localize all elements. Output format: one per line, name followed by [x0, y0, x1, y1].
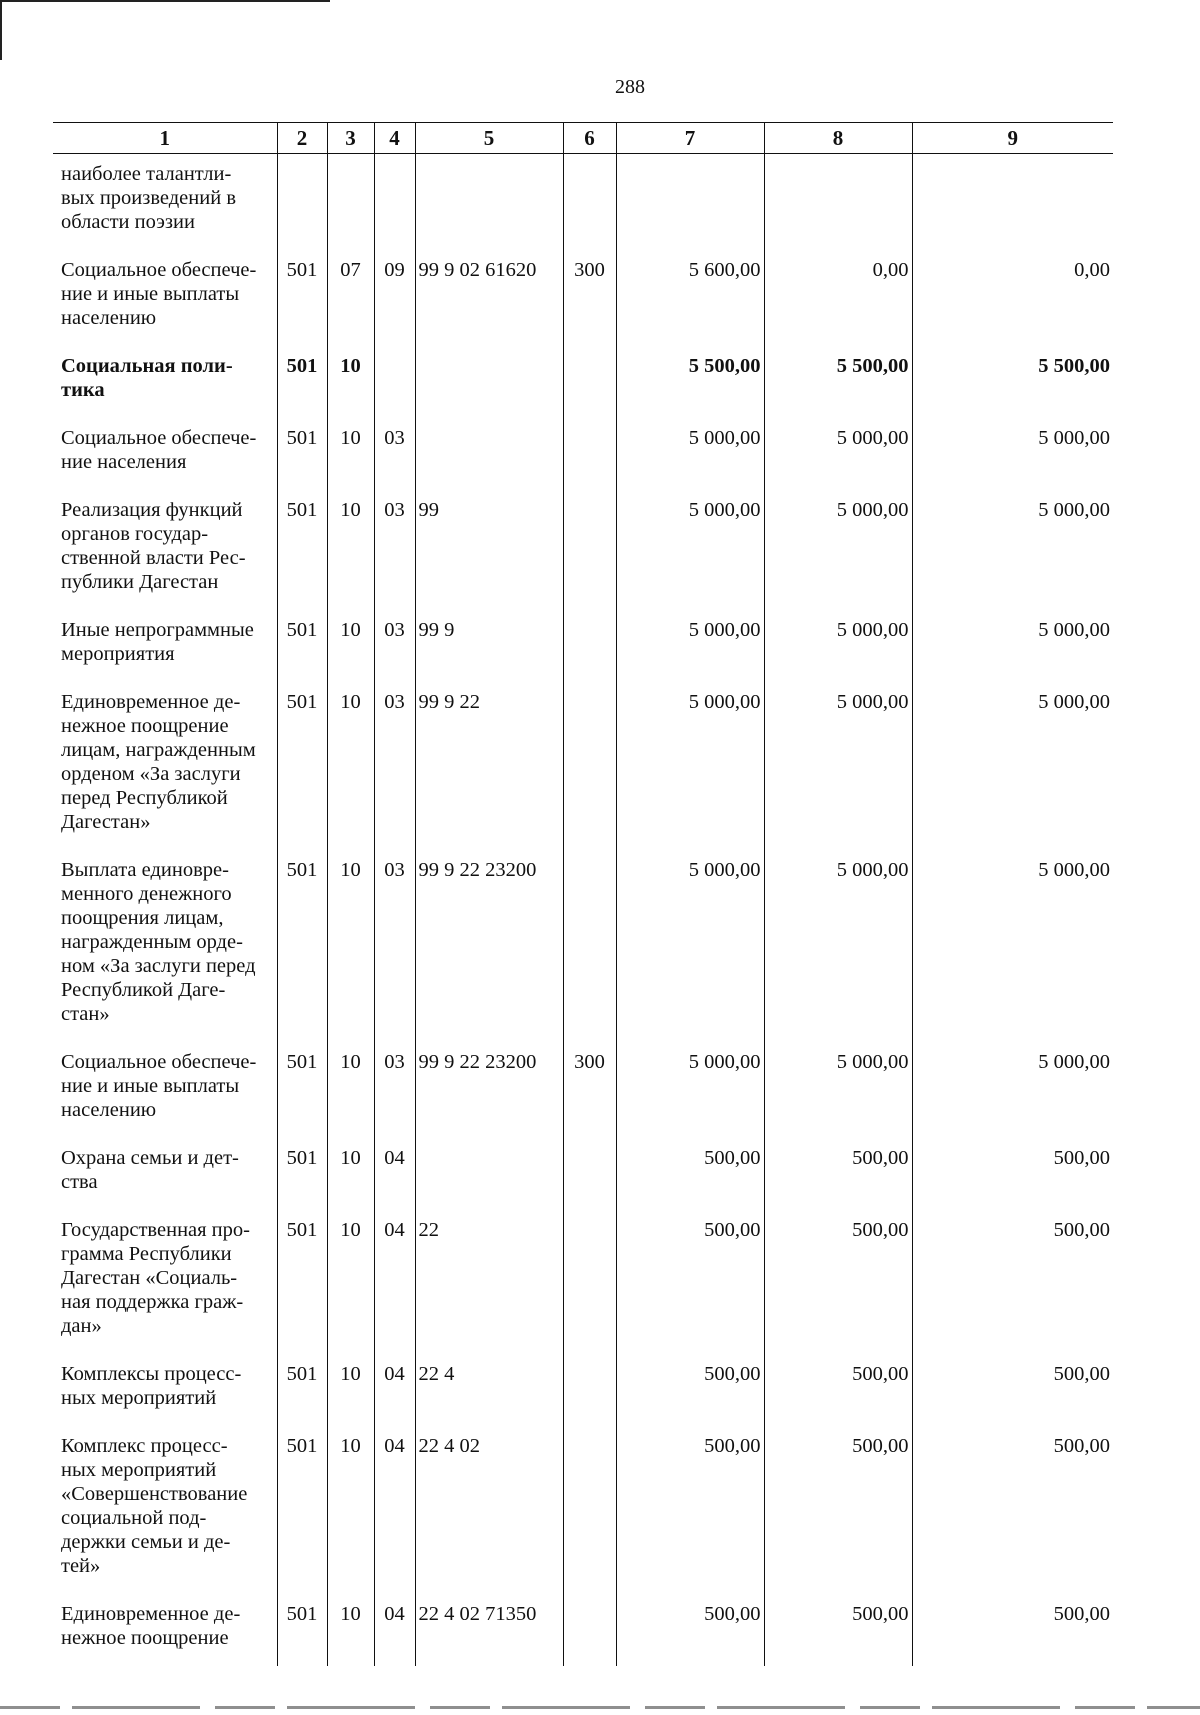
row-name-cell: Единовременное де- нежное поощрение лицам, награжденным орденом «За заслуги перед Республикой Дагестан»	[61, 691, 256, 833]
col2-cell: 501	[277, 346, 327, 418]
table-row	[53, 346, 1113, 418]
row-name-cell: Комплекс процесс- ных мероприятий «Совершенствование социальной под- держки семьи и де- тей»	[61, 1435, 248, 1577]
col9-cell: 0,00	[912, 250, 1113, 346]
table-row	[53, 490, 1113, 610]
column-header-5: 5	[415, 123, 563, 154]
col8-cell: 5 000,00	[764, 850, 912, 1042]
col8-cell: 5 000,00	[764, 682, 912, 850]
col6-cell	[563, 1354, 616, 1426]
col5-cell: 22 4	[415, 1354, 563, 1426]
col3-cell: 10	[327, 850, 374, 1042]
col4-cell: 03	[374, 490, 415, 610]
col6-cell	[563, 154, 616, 251]
col9-cell: 500,00	[912, 1426, 1113, 1594]
column-header-1: 1	[53, 123, 277, 154]
col9-cell: 5 000,00	[912, 418, 1113, 490]
col7-cell: 5 000,00	[616, 610, 764, 682]
row-name-cell: Иные непрограммные мероприятия	[61, 619, 254, 665]
col7-cell: 5 000,00	[616, 418, 764, 490]
col3-cell: 10	[327, 1594, 374, 1666]
col5-cell: 99 9 22	[415, 682, 563, 850]
col2-cell: 501	[277, 490, 327, 610]
col7-cell	[616, 154, 764, 251]
col2-cell: 501	[277, 1042, 327, 1138]
col3-cell: 10	[327, 1210, 374, 1354]
col2-cell: 501	[277, 1426, 327, 1594]
col9-cell: 5 000,00	[912, 682, 1113, 850]
col8-cell	[764, 154, 912, 251]
col4-cell	[374, 154, 415, 251]
row-name-cell: Единовременное де- нежное поощрение	[61, 1603, 241, 1649]
row-name-cell: Социальное обеспече- ние и иные выплаты населению	[61, 259, 257, 329]
table-row	[53, 1354, 1113, 1426]
col2-cell	[277, 154, 327, 251]
col4-cell: 04	[374, 1210, 415, 1354]
col4-cell: 09	[374, 250, 415, 346]
row-name-cell: Комплексы процесс- ных мероприятий	[61, 1363, 242, 1409]
col3-cell: 10	[327, 1354, 374, 1426]
table-row	[53, 1042, 1113, 1138]
col3-cell: 10	[327, 1138, 374, 1210]
col6-cell	[563, 610, 616, 682]
row-name-cell: Реализация функций органов государ- ственной власти Рес- публики Дагестан	[61, 499, 246, 593]
col9-cell: 5 000,00	[912, 1042, 1113, 1138]
col4-cell: 03	[374, 610, 415, 682]
table-row	[53, 682, 1113, 850]
row-name-cell: Социальное обеспече- ние и иные выплаты населению	[61, 1051, 257, 1121]
col7-cell: 500,00	[616, 1354, 764, 1426]
col5-cell: 99 9	[415, 610, 563, 682]
col6-cell	[563, 418, 616, 490]
col6-cell: 300	[563, 1042, 616, 1138]
col3-cell: 10	[327, 418, 374, 490]
col6-cell	[563, 490, 616, 610]
page-number: 288	[615, 76, 645, 98]
row-name-cell: Социальная поли- тика	[61, 355, 233, 401]
col7-cell: 5 000,00	[616, 682, 764, 850]
col5-cell: 22 4 02	[415, 1426, 563, 1594]
table-header-row	[53, 123, 1113, 154]
col4-cell	[374, 346, 415, 418]
col8-cell: 500,00	[764, 1594, 912, 1666]
table-row	[53, 1426, 1113, 1594]
table-row	[53, 1138, 1113, 1210]
col3-cell: 10	[327, 1042, 374, 1138]
col3-cell: 07	[327, 250, 374, 346]
row-name-cell: Государственная про- грамма Республики Дагестан «Социаль- ная поддержка граж- дан»	[61, 1219, 250, 1337]
col6-cell	[563, 682, 616, 850]
table-row	[53, 250, 1113, 346]
col9-cell: 500,00	[912, 1210, 1113, 1354]
column-header-7: 7	[616, 123, 764, 154]
col6-cell: 300	[563, 250, 616, 346]
scan-edge-left	[0, 0, 2, 60]
scan-edge-top	[0, 0, 330, 2]
col5-cell: 22	[415, 1210, 563, 1354]
column-header-8: 8	[764, 123, 912, 154]
row-name-cell: Социальное обеспече- ние населения	[61, 427, 257, 473]
col9-cell: 5 000,00	[912, 490, 1113, 610]
col6-cell	[563, 1426, 616, 1594]
col2-cell: 501	[277, 1594, 327, 1666]
col9-cell: 500,00	[912, 1354, 1113, 1426]
col5-cell	[415, 346, 563, 418]
col7-cell: 5 600,00	[616, 250, 764, 346]
col4-cell: 04	[374, 1354, 415, 1426]
col3-cell: 10	[327, 610, 374, 682]
table-row	[53, 1594, 1113, 1666]
col2-cell: 501	[277, 610, 327, 682]
col7-cell: 5 000,00	[616, 1042, 764, 1138]
col5-cell	[415, 154, 563, 251]
table-row	[53, 1210, 1113, 1354]
column-header-6: 6	[563, 123, 616, 154]
col4-cell: 04	[374, 1594, 415, 1666]
col7-cell: 500,00	[616, 1594, 764, 1666]
col4-cell: 04	[374, 1426, 415, 1594]
col3-cell	[327, 154, 374, 251]
col6-cell	[563, 1210, 616, 1354]
column-header-9: 9	[912, 123, 1113, 154]
col6-cell	[563, 850, 616, 1042]
row-name-cell: Выплата единовре- менного денежного поощрения лицам, награжденным орде- ном «За заслуги перед Республикой Даге- стан»	[61, 859, 256, 1025]
col2-cell: 501	[277, 850, 327, 1042]
col4-cell: 03	[374, 682, 415, 850]
col9-cell: 5 500,00	[912, 346, 1113, 418]
col2-cell: 501	[277, 250, 327, 346]
col4-cell: 03	[374, 418, 415, 490]
col8-cell: 500,00	[764, 1210, 912, 1354]
col7-cell: 500,00	[616, 1426, 764, 1594]
col5-cell	[415, 1138, 563, 1210]
table-body	[53, 154, 1113, 1667]
col9-cell	[912, 154, 1113, 251]
budget-table	[53, 122, 1113, 1666]
col7-cell: 5 000,00	[616, 850, 764, 1042]
col5-cell: 99 9 02 61620	[415, 250, 563, 346]
col5-cell: 22 4 02 71350	[415, 1594, 563, 1666]
col5-cell: 99 9 22 23200	[415, 1042, 563, 1138]
col7-cell: 5 500,00	[616, 346, 764, 418]
table-row	[53, 418, 1113, 490]
col5-cell	[415, 418, 563, 490]
column-header-2: 2	[277, 123, 327, 154]
col5-cell: 99	[415, 490, 563, 610]
col2-cell: 501	[277, 682, 327, 850]
col2-cell: 501	[277, 1138, 327, 1210]
column-header-4: 4	[374, 123, 415, 154]
col3-cell: 10	[327, 682, 374, 850]
col6-cell	[563, 1138, 616, 1210]
col8-cell: 500,00	[764, 1138, 912, 1210]
col8-cell: 5 000,00	[764, 418, 912, 490]
col2-cell: 501	[277, 1210, 327, 1354]
col8-cell: 5 500,00	[764, 346, 912, 418]
col7-cell: 500,00	[616, 1210, 764, 1354]
col9-cell: 5 000,00	[912, 610, 1113, 682]
col6-cell	[563, 346, 616, 418]
col7-cell: 5 000,00	[616, 490, 764, 610]
col2-cell: 501	[277, 418, 327, 490]
table-row	[53, 154, 1113, 251]
col4-cell: 03	[374, 1042, 415, 1138]
col8-cell: 500,00	[764, 1354, 912, 1426]
col8-cell: 500,00	[764, 1426, 912, 1594]
col5-cell: 99 9 22 23200	[415, 850, 563, 1042]
col3-cell: 10	[327, 346, 374, 418]
col9-cell: 5 000,00	[912, 850, 1113, 1042]
col2-cell: 501	[277, 1354, 327, 1426]
col4-cell: 03	[374, 850, 415, 1042]
row-name-cell: наиболее талантли- вых произведений в области поэзии	[61, 163, 237, 233]
col8-cell: 5 000,00	[764, 610, 912, 682]
table-row	[53, 610, 1113, 682]
column-header-3: 3	[327, 123, 374, 154]
col8-cell: 5 000,00	[764, 490, 912, 610]
col4-cell: 04	[374, 1138, 415, 1210]
row-name-cell: Охрана семьи и дет- ства	[61, 1147, 239, 1193]
col3-cell: 10	[327, 1426, 374, 1594]
table-row	[53, 850, 1113, 1042]
col6-cell	[563, 1594, 616, 1666]
col8-cell: 5 000,00	[764, 1042, 912, 1138]
scan-edge-bottom	[0, 1706, 1200, 1709]
col3-cell: 10	[327, 490, 374, 610]
col9-cell: 500,00	[912, 1594, 1113, 1666]
col8-cell: 0,00	[764, 250, 912, 346]
col7-cell: 500,00	[616, 1138, 764, 1210]
col9-cell: 500,00	[912, 1138, 1113, 1210]
